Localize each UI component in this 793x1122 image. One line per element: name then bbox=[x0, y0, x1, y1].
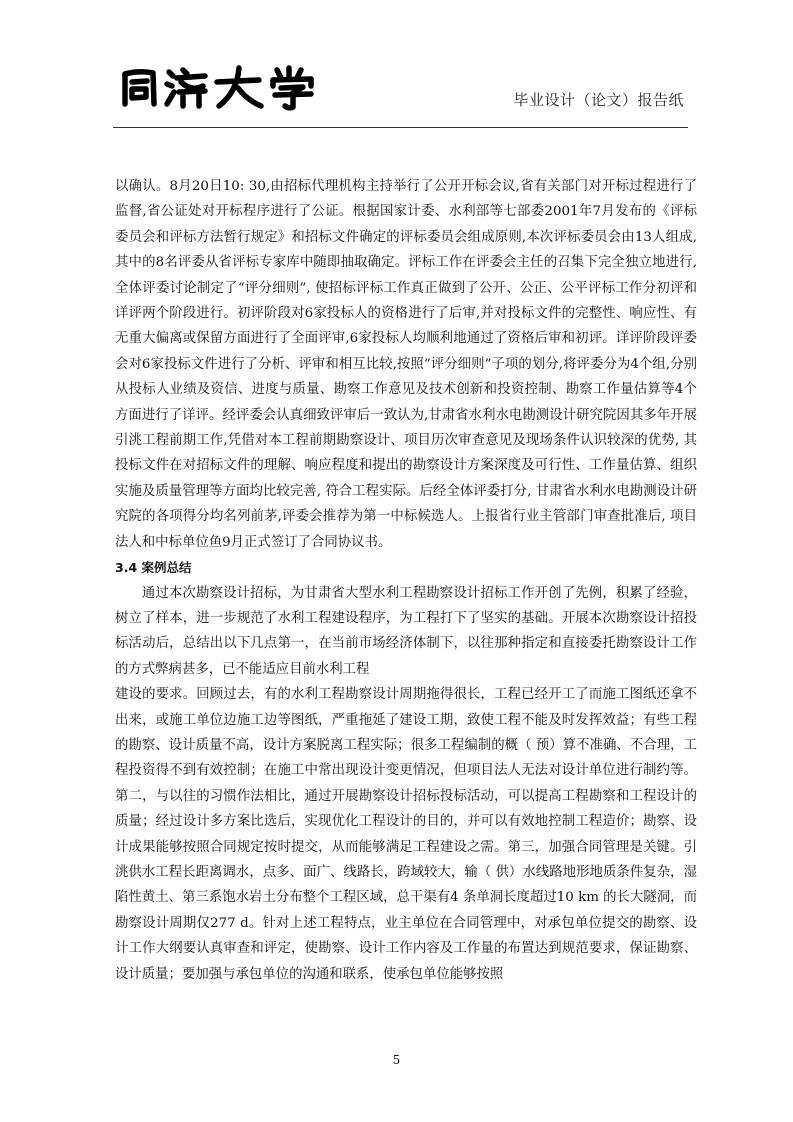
paragraph: 以确认。8月20日10: 30,由招标代理机构主持举行了公开开标会议,省有关部门对开标过程进行了监督,省公证处对开标程序进行了公证。根据国家计委、水利部等七部委2001年7月发布的《评标委员会和评标方法暂行规定》和招标文件确定的评标委员会组成原则,本次评标委员会由13人组成,其中的8名评委从省评标专家库中随即抽取确定。评标工作在评委会主任的召集下完全独立地进行,全体评委讨论制定了“评分细则”, 使招标评标工作真正做到了公开、公正、公平评标工作分初评和详评两个阶段进行。初评阶段对6家投标人的资格进行了后审,并对投标文件的完整性、响应性、有无重大偏离或保留方面进行了全面评审,6家投标人均顺利地通过了资格后审和初评。详评阶段评委会对6家投标文件进行了分析、评审和相互比较,按照“评分细则”子项的划分,将评委分为4个组,分别从投标人业绩及资信、进度与质量、勘察工作意见及技术创新和投资控制、勘察工作量估算等4个方面进行了详评。经评委会认真细致评审后一致认为,甘肃省水利水电勘测设计研究院因其多年开展引洮工程前期工作,凭借对本工程前期勘察设计、项目历次审查意见及现场条件认识较深的优势, 其投标文件在对招标文件的理解、响应程度和提出的勘察设计方案深度及可行性、工作量估算、组织实施及质量管理等方面均比较完善, 符合工程实际。后经全体评委打分, 甘肃省水利水电勘测设计研究院的各项得分均名列前茅,评委会推荐为第一中标候选人。上报省行业主管部门审查批准后, 项目法人和中标单位鱼9月正式签订了合同协议书。 bbox=[115, 179, 697, 550]
header-divider bbox=[113, 127, 688, 128]
section-heading: 3.4 案例总结 bbox=[115, 560, 192, 576]
paragraph: 通过本次勘察设计招标，为甘肃省大型水利工程勘察设计招标工作开创了先例，积累了经验，树立了样本，进一步规范了水利工程建设程序，为工程打下了坚实的基础。开展本次勘察设计招投标活动后，总结出以下几点第一，在当前市场经济体制下，以往那种指定和直接委托勘察设计工作的方式弊病甚多，已不能适应目前水利工程 bbox=[115, 585, 697, 677]
page-header bbox=[113, 62, 688, 128]
paragraph: 建设的要求。回顾过去，有的水利工程勘察设计周期拖得很长，工程已经开工了而施工图纸还拿不出来，或施工单位边施工边等图纸，严重拖延了建设工期，致使工程不能及时发挥效益；有些工程的勘察、设计质量不高，设计方案脱离工程实际；很多工程编制的概（ 预）算不准确、不合理，工程投资得不到有效控制；在施工中常出现设计变更情况，但项目法人无法对设计单位进行制约等。第二，与以往的习惯作法相比，通过开展勘察设计招标投标活动，可以提高工程勘察和工程设计的质量；经过设计多方案比选后，实现优化工程设计的目的，并可以有效地控制工程造价；勘察、设计成果能够按照合同规定按时提交，从而能够满足工程建设之需。第三，加强合同管理是关键。引洮供水工程长距离调水，点多、面广、线路长，跨域较大，输（ 供）水线路地形地质条件复杂，湿陷性黄土、第三系饱水岩土分布整个工程区域，总干渠有4 条单洞长度超过10 km 的长大隧洞，而勘察设计周期仅277 d。针对上述工程特点，业主单位在合同管理中，对承包单位提交的勘察、设计工作大纲要认真审查和评定，使勘察、设计工作内容及工作量的布置达到规范要求，保证勘察、设计质量；要加强与承包单位的沟通和联系，使承包单位能够按照 bbox=[115, 687, 697, 982]
report-title: 毕业设计（论文）报告纸 bbox=[513, 91, 684, 109]
university-logo bbox=[117, 62, 317, 112]
document-body bbox=[115, 174, 697, 987]
page-number: 5 bbox=[392, 1053, 401, 1067]
